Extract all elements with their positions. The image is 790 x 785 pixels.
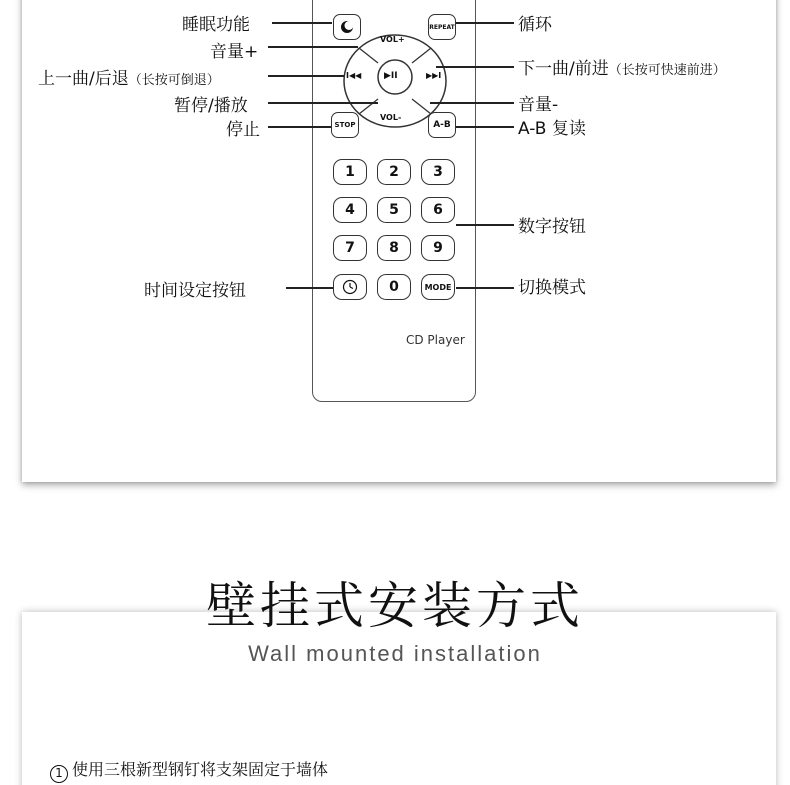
- leader-line: [456, 224, 514, 226]
- callout-next-note: （长按可快速前进）: [608, 63, 726, 78]
- callout-next: [518, 54, 726, 79]
- repeat-button: REPEAT: [428, 14, 456, 40]
- leader-line: [430, 102, 514, 104]
- install-step-1-text: 使用三根新型钢钉将支架固定于墙体: [72, 760, 329, 779]
- digit-0-button: 0: [377, 274, 411, 300]
- leader-line: [272, 22, 332, 24]
- callout-pause-play: 暂停/播放: [174, 96, 248, 116]
- digit-1-button: 1: [333, 159, 367, 185]
- digit-9-button: 9: [421, 235, 455, 261]
- digit-5-button: 5: [377, 197, 411, 223]
- digit-3-button: 3: [421, 159, 455, 185]
- callout-digits: 数字按钮: [518, 217, 586, 237]
- leader-line: [456, 126, 514, 128]
- callout-vol-up: 音量+: [210, 42, 259, 62]
- callout-ab-repeat: A-B 复读: [518, 119, 586, 139]
- callout-vol-down: 音量-: [518, 95, 559, 115]
- ab-repeat-button: A-B: [428, 112, 456, 138]
- clock-icon: [342, 279, 358, 295]
- callout-timer: 时间设定按钮: [144, 281, 246, 301]
- previous-track-icon: I◀◀: [346, 71, 362, 80]
- callout-stop: 停止: [226, 120, 260, 140]
- timer-button: [333, 274, 367, 300]
- leader-line: [456, 287, 514, 289]
- leader-line: [456, 22, 514, 24]
- leader-line: [436, 66, 514, 68]
- leader-line: [268, 126, 331, 128]
- mode-button: MODE: [421, 274, 455, 300]
- section-subtitle: Wall mounted installation: [248, 641, 542, 666]
- digit-4-button: 4: [333, 197, 367, 223]
- stop-button: STOP: [331, 112, 359, 138]
- digit-7-button: 7: [333, 235, 367, 261]
- digit-8-button: 8: [377, 235, 411, 261]
- callout-prev-label: 上一曲/后退: [38, 69, 129, 89]
- callout-repeat: 循环: [518, 15, 552, 35]
- play-pause-icon: ▶II: [384, 71, 398, 81]
- digit-6-button: 6: [421, 197, 455, 223]
- leader-line: [286, 287, 333, 289]
- install-step-1: [50, 757, 328, 783]
- callout-mode: 切换模式: [518, 278, 586, 298]
- section-title: 壁挂式安装方式: [206, 577, 584, 635]
- leader-line: [268, 75, 344, 77]
- next-track-icon: ▶▶I: [426, 71, 442, 80]
- digit-2-button: 2: [377, 159, 411, 185]
- vol-down-key: VOL-: [380, 113, 402, 122]
- callout-prev: [38, 64, 220, 89]
- callout-prev-note: （长按可倒退）: [128, 73, 220, 88]
- leader-line: [268, 102, 378, 104]
- step-number-badge: 1: [50, 765, 68, 783]
- callout-sleep: 睡眠功能: [182, 15, 250, 35]
- vol-up-key: VOL+: [380, 35, 405, 44]
- leader-line: [268, 46, 358, 48]
- callout-next-label: 下一曲/前进: [518, 59, 609, 79]
- remote-brand-label: CD Player: [406, 333, 465, 347]
